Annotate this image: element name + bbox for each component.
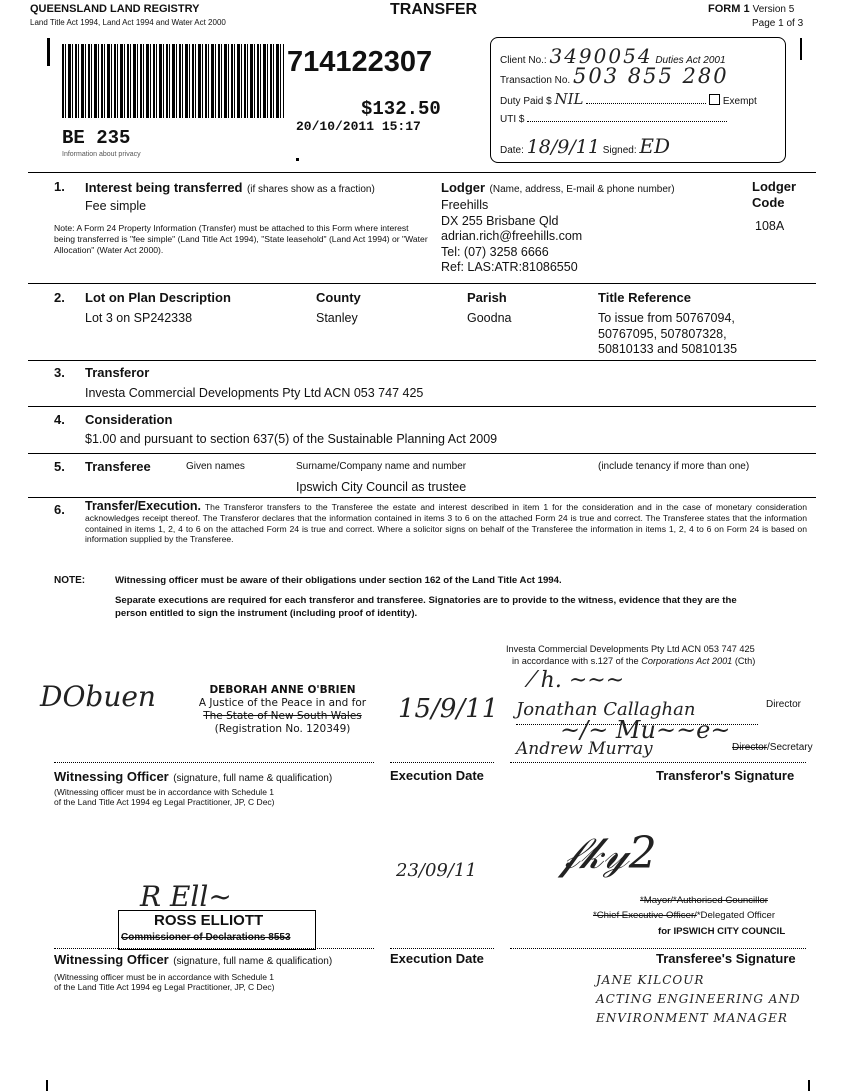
uti-row: UTI $ [500,114,727,125]
form24-note: Note: A Form 24 Property Information (Transfer) must be attached to this Form where interest being transferred is "fee simple" (Land Title Act 1994), "State leasehold" (Land Act 1994) or "Water Allocation" (Water Act 2000). [54,223,428,255]
lodger-code-heading: Lodger Code [752,179,797,210]
execution-date-2-label: Execution Date [390,951,484,966]
duty-signature: ED [639,134,671,158]
parish-heading: Parish [467,290,507,305]
transferor-company: Investa Commercial Developments Pty Ltd ACN 053 747 425 in accordance with s.127 of the Corporations Act 2001 (Cth) [506,644,756,666]
lodgement-fee: $132.50 [361,98,441,120]
execution-clause: Transfer/Execution. The Transferor transfers to the Transferee the estate and interest described in item 1 for the consideration and in the case of monetary consideration acknowledges receipt thereof. The Transferor declares that the information contained in items 3 to 6 on the attached Form 24 is true and correct. The Transferee states that the information contained in items 1, 2, 4 to 6 on the attached Form 24 is true and correct. Where a solicitor signs on behalf of the Transferee the information in items 1, 2, 4 to 6 on Form 24 is based on information supplied by the Transferee. [85,499,807,545]
witness-1-label: Witnessing Officer (signature, full name & qualification) [54,769,333,784]
witness-2-signature: R Ell~ [140,880,232,913]
margin-mark-bottom-right [808,1080,810,1091]
transferee-signature-label: Transferee's Signature [656,951,796,966]
transaction-number-hw: 503 855 280 [573,64,729,88]
section-divider [28,283,816,284]
lodger-code: 108A [755,219,785,233]
form-number: FORM 1 Version 5 [708,3,795,15]
witness-2-qualification: Commissioner of Declarations 8553 [121,932,291,943]
witness-1-stamp: DEBORAH ANNE O'BRIEN A Justice of the Peace in and for The State of New South Wales (Registration No. 120349) [198,684,367,735]
interest-value: Fee simple [85,199,147,213]
registry-name: QUEENSLAND LAND REGISTRY [30,3,200,15]
title-ref-value: To issue from 50767094, 50767095, 507807328, 50810133 and 50810135 [598,311,738,356]
section-divider [28,453,816,454]
director-name-hw: Jonathan Callaghan [516,699,696,720]
date-signed-row: Date: 18/9/11 Signed: ED [500,134,671,158]
secretary-signature: ~/~ Mu~~e~ [560,716,731,744]
witness-2-name: ROSS ELLIOTT [154,912,264,929]
county-heading: County [316,290,361,305]
section-6-number: 6. [54,502,65,517]
surname-label: Surname/Company name and number [296,461,467,472]
exempt-checkbox[interactable] [709,94,720,105]
given-names-label: Given names [186,461,245,472]
mayor-label: *Mayor/*Authorised Councillor [640,895,768,906]
witness-1-requirements: (Witnessing officer must be in accordance with Schedule 1 of the Land Title Act 1994 eg Legal Practitioner, JP, C Dec) [54,787,275,807]
transferee-heading: Transferee [85,459,151,474]
section-2-number: 2. [54,290,65,305]
margin-mark-right [800,38,802,60]
consideration-value: $1.00 and pursuant to section 637(5) of the Sustainable Planning Act 2009 [85,432,498,446]
section-5-number: 5. [54,459,65,474]
delegated-officer-signature: 𝒻𝓀𝓎2 [560,828,657,879]
margin-mark-bottom-left [46,1080,48,1091]
governing-acts: Land Title Act 1994, Land Act 1994 and Water Act 2000 [30,18,226,27]
section-divider [28,360,816,361]
council-label: for IPSWICH CITY COUNCIL [658,926,786,937]
transaction-row: Transaction No. 503 855 280 [500,64,729,88]
page-number: Page 1 of 3 [752,18,804,29]
transferor-heading: Transferor [85,365,150,380]
privacy-note: Information about privacy [62,151,141,158]
section-3-number: 3. [54,365,65,380]
dot-mark [296,158,299,161]
barcode [62,44,284,118]
secretary-label: Director/Secretary [732,742,813,753]
form-title: TRANSFER [390,1,478,18]
county-value: Stanley [316,311,358,325]
title-ref-heading: Title Reference [598,290,691,305]
lot-plan-heading: Lot on Plan Description [85,290,231,305]
transferor-signature-label: Transferor's Signature [656,768,795,783]
witness-2-requirements: (Witnessing officer must be in accordance with Schedule 1 of the Land Title Act 1994 eg Legal Practitioner, JP, C Dec) [54,972,275,992]
duty-paid-hw: NIL [554,90,584,108]
section-1-heading: Interest being transferred (if shares show as a fraction) [85,180,375,195]
transferee-value: Ipswich City Council as trustee [296,480,467,494]
duty-paid-row: Duty Paid $ NIL Exempt [500,90,757,108]
officer-name-title-hw: JANE KILCOUR ACTING ENGINEERING AND ENVIRONMENT MANAGER [596,973,801,1025]
execution-date-2-hw: 23/09/11 [396,860,477,881]
lot-plan-value: Lot 3 on SP242338 [85,311,193,325]
transferor-value: Investa Commercial Developments Pty Ltd ACN 053 747 425 [85,386,424,400]
execution-date-1-label: Execution Date [390,768,484,783]
witness-1-signature: DObuen [40,680,156,713]
client-number-row: Client No.: 3490054 Duties Act 2001 [500,44,726,68]
lodgement-datetime: 20/10/2011 15:17 [296,119,421,134]
note-line-2: Separate executions are required for each transferor and transferee. Signatories are to provide to the witness, evidence that they are the person entitled to sign the instrument (including proof of identity). [115,595,737,619]
section-divider [28,172,816,173]
execution-date-1-hw: 15/9/11 [398,694,499,724]
secretary-name-hw: Andrew Murray [516,739,653,759]
consideration-heading: Consideration [85,412,173,427]
section-divider [28,497,816,498]
parish-value: Goodna [467,311,512,325]
note-line-1: Witnessing officer must be aware of their obligations under section 162 of the Land Title Act 1994. [115,575,562,586]
lodger-details: Freehills DX 255 Brisbane Qld adrian.rich@freehills.com Tel: (07) 3258 6666 Ref: LAS:ATR:81086550 [441,198,583,275]
witness-2-label: Witnessing Officer (signature, full name & qualification) [54,952,333,967]
section-4-number: 4. [54,412,65,427]
tenancy-label: (include tenancy if more than one) [598,461,750,472]
lodger-heading: Lodger (Name, address, E-mail & phone number) [441,180,675,195]
margin-mark [47,38,50,66]
delegated-officer-label: *Chief Executive Officer/*Delegated Officer [593,910,776,921]
client-number-hw: 3490054 [549,44,653,68]
director-label: Director [766,699,802,710]
section-1-number: 1. [54,179,65,194]
note-label: NOTE: [54,575,86,586]
director-signature: ⁄ h. ~~~ [530,668,625,693]
office-code: BE 235 [62,127,131,149]
dealing-number: 714122307 [287,46,433,78]
section-divider [28,406,816,407]
duty-date-hw: 18/9/11 [526,136,600,158]
